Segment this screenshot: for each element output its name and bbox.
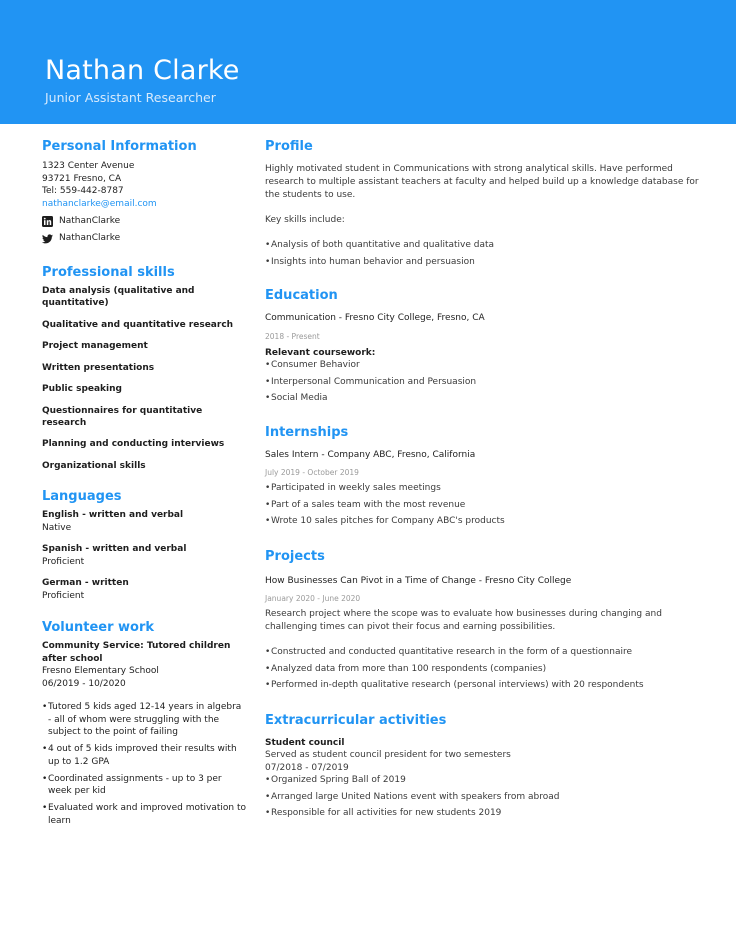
twitter-handle: NathanClarke bbox=[59, 233, 121, 244]
bullet-item: • Arranged large United Nations event with speakers from abroad bbox=[265, 791, 705, 804]
internships-heading: Internships bbox=[265, 424, 349, 440]
skill-item: Data analysis (qualitative and quantitative) bbox=[42, 286, 195, 308]
skill-item: Questionnaires for quantitative research bbox=[42, 405, 203, 428]
bullet-item: • Interpersonal Communication and Persuasion bbox=[265, 376, 705, 389]
address-line-1: 1323 Center Avenue bbox=[42, 161, 135, 171]
professional-skills-heading: Professional skills bbox=[42, 265, 175, 280]
twitter-entry[interactable] bbox=[42, 230, 247, 247]
languages-section bbox=[42, 488, 247, 602]
internship-bullets bbox=[265, 482, 705, 528]
phone-number: Tel: 559-442-8787 bbox=[42, 186, 124, 196]
profile-text: Highly motivated student in Communications with strong analytical skills. Have performed research to multiple assistant teachers at faculty and helped build up a knowledge database for the students to use. bbox=[265, 164, 699, 200]
bullet-item: • Tutored 5 kids aged 12-14 years in algebra - all of whom were struggling with the subject to the point of failing bbox=[42, 701, 247, 739]
linkedin-handle: NathanClarke bbox=[59, 216, 121, 227]
linkedin-entry[interactable] bbox=[42, 213, 247, 230]
professional-skills-section bbox=[42, 264, 247, 472]
skill-item: Planning and conducting interviews bbox=[42, 439, 225, 449]
language-level: Proficient bbox=[42, 556, 85, 567]
extracurricular-heading: Extracurricular activities bbox=[265, 712, 447, 728]
skill-item: Public speaking bbox=[42, 384, 122, 394]
education-section bbox=[265, 287, 705, 405]
bullet-item: • Analysis of both quantitative and qualitative data bbox=[265, 239, 705, 252]
project-title: How Businesses Can Pivot in a Time of Change - Fresno City College bbox=[265, 575, 572, 586]
volunteer-role: Community Service: Tutored children after school bbox=[42, 641, 231, 664]
bullet-item: • Insights into human behavior and persuasion bbox=[265, 256, 705, 269]
email-link[interactable]: nathanclarke@email.com bbox=[42, 198, 157, 209]
right-column bbox=[265, 138, 705, 824]
extracurricular-role: Student council bbox=[265, 737, 345, 748]
bullet-item: • Part of a sales team with the most revenue bbox=[265, 499, 705, 512]
bullet-item: • Analyzed data from more than 100 respondents (companies) bbox=[265, 663, 705, 676]
skill-item: Project management bbox=[42, 341, 148, 351]
internship-role: Sales Intern - Company ABC, Fresno, California bbox=[265, 449, 476, 460]
language-name: Spanish - written and verbal bbox=[42, 544, 187, 554]
coursework-label: Relevant coursework: bbox=[265, 347, 376, 358]
project-dates: January 2020 - June 2020 bbox=[265, 594, 361, 603]
profile-section bbox=[265, 138, 705, 268]
language-level: Proficient bbox=[42, 590, 85, 601]
projects-heading: Projects bbox=[265, 548, 325, 564]
skill-item: Written presentations bbox=[42, 362, 155, 373]
language-entry bbox=[42, 509, 247, 534]
language-name: English - written and verbal bbox=[42, 510, 184, 520]
volunteer-bullets bbox=[42, 701, 247, 827]
skill-item: Organizational skills bbox=[42, 460, 146, 471]
bullet-item: • Wrote 10 sales pitches for Company ABC's products bbox=[265, 515, 705, 528]
candidate-name: Nathan Clarke bbox=[45, 55, 240, 86]
profile-heading: Profile bbox=[265, 139, 313, 154]
project-bullets bbox=[265, 646, 705, 692]
language-entry bbox=[42, 577, 247, 602]
languages-heading: Languages bbox=[42, 489, 122, 504]
bullet-item: • Performed in-depth qualitative research (personal interviews) with 20 respondents bbox=[265, 679, 705, 692]
bullet-item: • Evaluated work and improved motivation to learn bbox=[42, 802, 247, 827]
volunteer-organization: Fresno Elementary School bbox=[42, 666, 159, 676]
education-degree: Communication - Fresno City College, Fresno, CA bbox=[265, 313, 485, 323]
address-line-2: 93721 Fresno, CA bbox=[42, 173, 122, 184]
volunteer-work-section bbox=[42, 619, 247, 827]
education-heading: Education bbox=[265, 288, 338, 303]
personal-information-heading: Personal Information bbox=[42, 139, 197, 154]
bullet-item: • Social Media bbox=[265, 392, 705, 405]
education-dates: 2018 - Present bbox=[265, 331, 320, 341]
twitter-icon bbox=[42, 233, 53, 244]
bullet-item: • Organized Spring Ball of 2019 bbox=[265, 774, 705, 787]
extracurricular-dates: 07/2018 - 07/2019 bbox=[265, 762, 349, 773]
language-name: German - written bbox=[42, 578, 129, 588]
bullet-item: • Constructed and conducted quantitative research in the form of a questionnaire bbox=[265, 646, 705, 659]
candidate-title: Junior Assistant Researcher bbox=[45, 90, 216, 105]
projects-section bbox=[265, 548, 705, 692]
bullet-item: • Coordinated assignments - up to 3 per week per kid bbox=[42, 773, 247, 798]
internship-dates: July 2019 - October 2019 bbox=[265, 468, 359, 477]
bullet-item: • Responsible for all activities for new students 2019 bbox=[265, 807, 705, 820]
header-banner bbox=[0, 0, 736, 124]
skill-item: Qualitative and quantitative research bbox=[42, 319, 234, 330]
linkedin-icon bbox=[42, 216, 53, 227]
extracurricular-bullets bbox=[265, 774, 705, 820]
extracurricular-section bbox=[265, 712, 705, 820]
volunteer-dates: 06/2019 - 10/2020 bbox=[42, 678, 126, 689]
key-skills-intro: Key skills include: bbox=[265, 215, 345, 225]
volunteer-work-heading: Volunteer work bbox=[42, 620, 155, 635]
bullet-item: • Consumer Behavior bbox=[265, 359, 705, 372]
left-column bbox=[42, 138, 247, 832]
language-level: Native bbox=[42, 522, 72, 533]
language-entry bbox=[42, 543, 247, 568]
extracurricular-description: Served as student council president for two semesters bbox=[265, 750, 511, 760]
internships-section bbox=[265, 424, 705, 528]
personal-information-section bbox=[42, 138, 247, 247]
project-description: Research project where the scope was to evaluate how businesses during changing and challenging times can pivot their focus and earning possibilities. bbox=[265, 609, 662, 632]
profile-bullets bbox=[265, 239, 705, 268]
coursework-bullets bbox=[265, 359, 705, 405]
bullet-item: • 4 out of 5 kids improved their results with up to 1.2 GPA bbox=[42, 743, 247, 768]
bullet-item: • Participated in weekly sales meetings bbox=[265, 482, 705, 495]
